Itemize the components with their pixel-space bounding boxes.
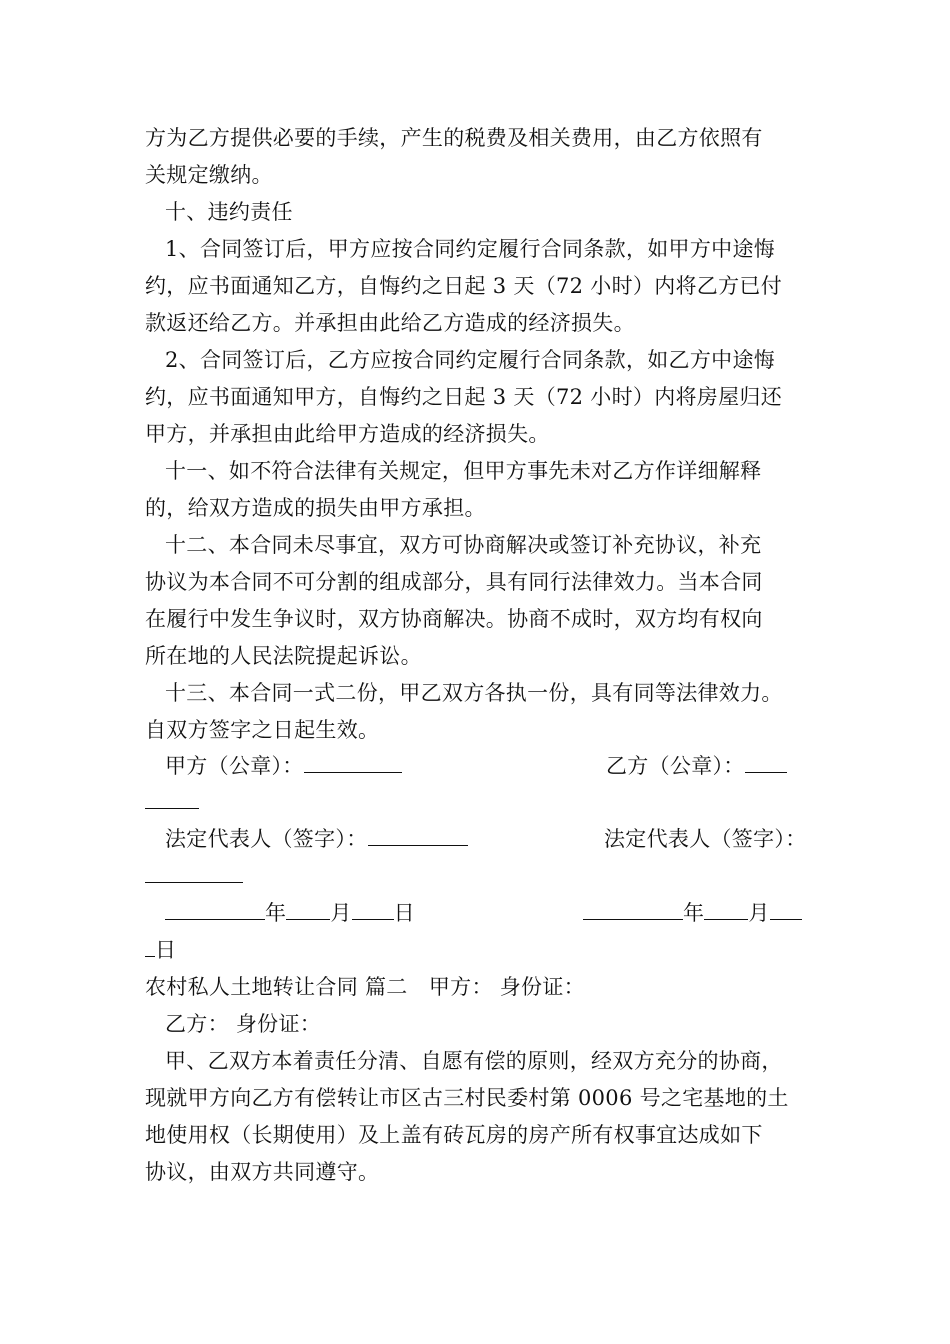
body-line: 所在地的人民法院提起诉讼。	[145, 644, 422, 668]
body-line: 2、合同签订后，乙方应按合同约定履行合同条款，如乙方中途悔	[165, 348, 776, 372]
party-a-seal-blank[interactable]	[304, 752, 402, 773]
body-line: 在履行中发生争议时，双方协商解决。协商不成时，双方均有权向	[145, 607, 763, 631]
date-b-month: 月	[748, 901, 770, 925]
body-line: 甲方，并承担由此给甲方造成的经济损失。	[145, 422, 550, 446]
date-b-year-blank[interactable]	[583, 899, 683, 920]
section2-para-line: 地使用权（长期使用）及上盖有砖瓦房的房产所有权事宜达成如下	[145, 1123, 763, 1147]
body-line: 1、合同签订后，甲方应按合同约定履行合同条款，如甲方中途悔	[165, 237, 776, 261]
body-line: 关规定缴纳。	[145, 163, 273, 187]
party-b-seal-blank-cont	[145, 788, 199, 816]
date-a-month-blank[interactable]	[286, 899, 330, 920]
section2-para-line: 现就甲方向乙方有偿转让市区古三村民委村第 0006 号之宅基地的土	[145, 1086, 789, 1110]
body-line: 十三、本合同一式二份，甲乙双方各执一份，具有同等法律效力。	[165, 681, 783, 705]
date-a-year-blank[interactable]	[165, 899, 265, 920]
date-a-row	[165, 899, 415, 927]
rep-b-blank[interactable]	[145, 862, 243, 883]
party-b-seal-label: 乙方（公章）：	[606, 754, 745, 778]
body-line: 协议为本合同不可分割的组成部分，具有同行法律效力。当本合同	[145, 570, 763, 594]
body-line: 的，给双方造成的损失由甲方承担。	[145, 496, 486, 520]
section2-party-b: 乙方： 身份证：	[165, 1012, 322, 1036]
body-line: 自双方签字之日起生效。	[145, 718, 380, 742]
party-a-seal-row	[165, 752, 402, 780]
date-a-day-blank[interactable]	[352, 899, 394, 920]
body-line: 款返还给乙方。并承担由此给乙方造成的经济损失。	[145, 311, 635, 335]
section2-title: 农村私人土地转让合同 篇二 甲方： 身份证：	[145, 975, 585, 999]
date-b-year: 年	[683, 901, 705, 925]
date-b-day-blank-cont[interactable]	[145, 936, 155, 957]
date-b-month-blank[interactable]	[704, 899, 748, 920]
party-b-seal-blank[interactable]	[745, 752, 787, 773]
rep-b-row	[604, 825, 807, 853]
rep-b-label: 法定代表人（签字）：	[604, 827, 807, 851]
party-b-seal-row	[606, 752, 787, 780]
body-line: 约，应书面通知乙方，自悔约之日起 3 天（72 小时）内将乙方已付	[145, 274, 783, 298]
date-b-day-blank[interactable]	[770, 899, 802, 920]
rep-a-blank[interactable]	[368, 825, 468, 846]
section-heading: 十、违约责任	[165, 200, 293, 224]
rep-b-blank-row	[145, 862, 243, 890]
date-b-day-row	[145, 936, 176, 964]
date-b-row	[583, 899, 802, 927]
party-a-seal-label: 甲方（公章）：	[165, 754, 304, 778]
date-a-day: 日	[393, 901, 415, 925]
body-line: 十一、如不符合法律有关规定，但甲方事先未对乙方作详细解释	[165, 459, 762, 483]
rep-a-label: 法定代表人（签字）：	[165, 827, 368, 851]
section2-para-line: 协议，由双方共同遵守。	[145, 1160, 380, 1184]
body-line: 约，应书面通知甲方，自悔约之日起 3 天（72 小时）内将房屋归还	[145, 385, 783, 409]
date-a-month: 月	[330, 901, 352, 925]
rep-a-row	[165, 825, 468, 853]
body-line: 十二、本合同未尽事宜，双方可协商解决或签订补充协议，补充	[165, 533, 762, 557]
section2-para-line: 甲、乙双方本着责任分清、自愿有偿的原则，经双方充分的协商，	[165, 1049, 783, 1073]
body-line: 方为乙方提供必要的手续，产生的税费及相关费用，由乙方依照有	[145, 126, 763, 150]
date-a-year: 年	[265, 901, 287, 925]
party-b-seal-blank-wrap[interactable]	[145, 788, 199, 809]
date-b-day: 日	[155, 938, 177, 962]
